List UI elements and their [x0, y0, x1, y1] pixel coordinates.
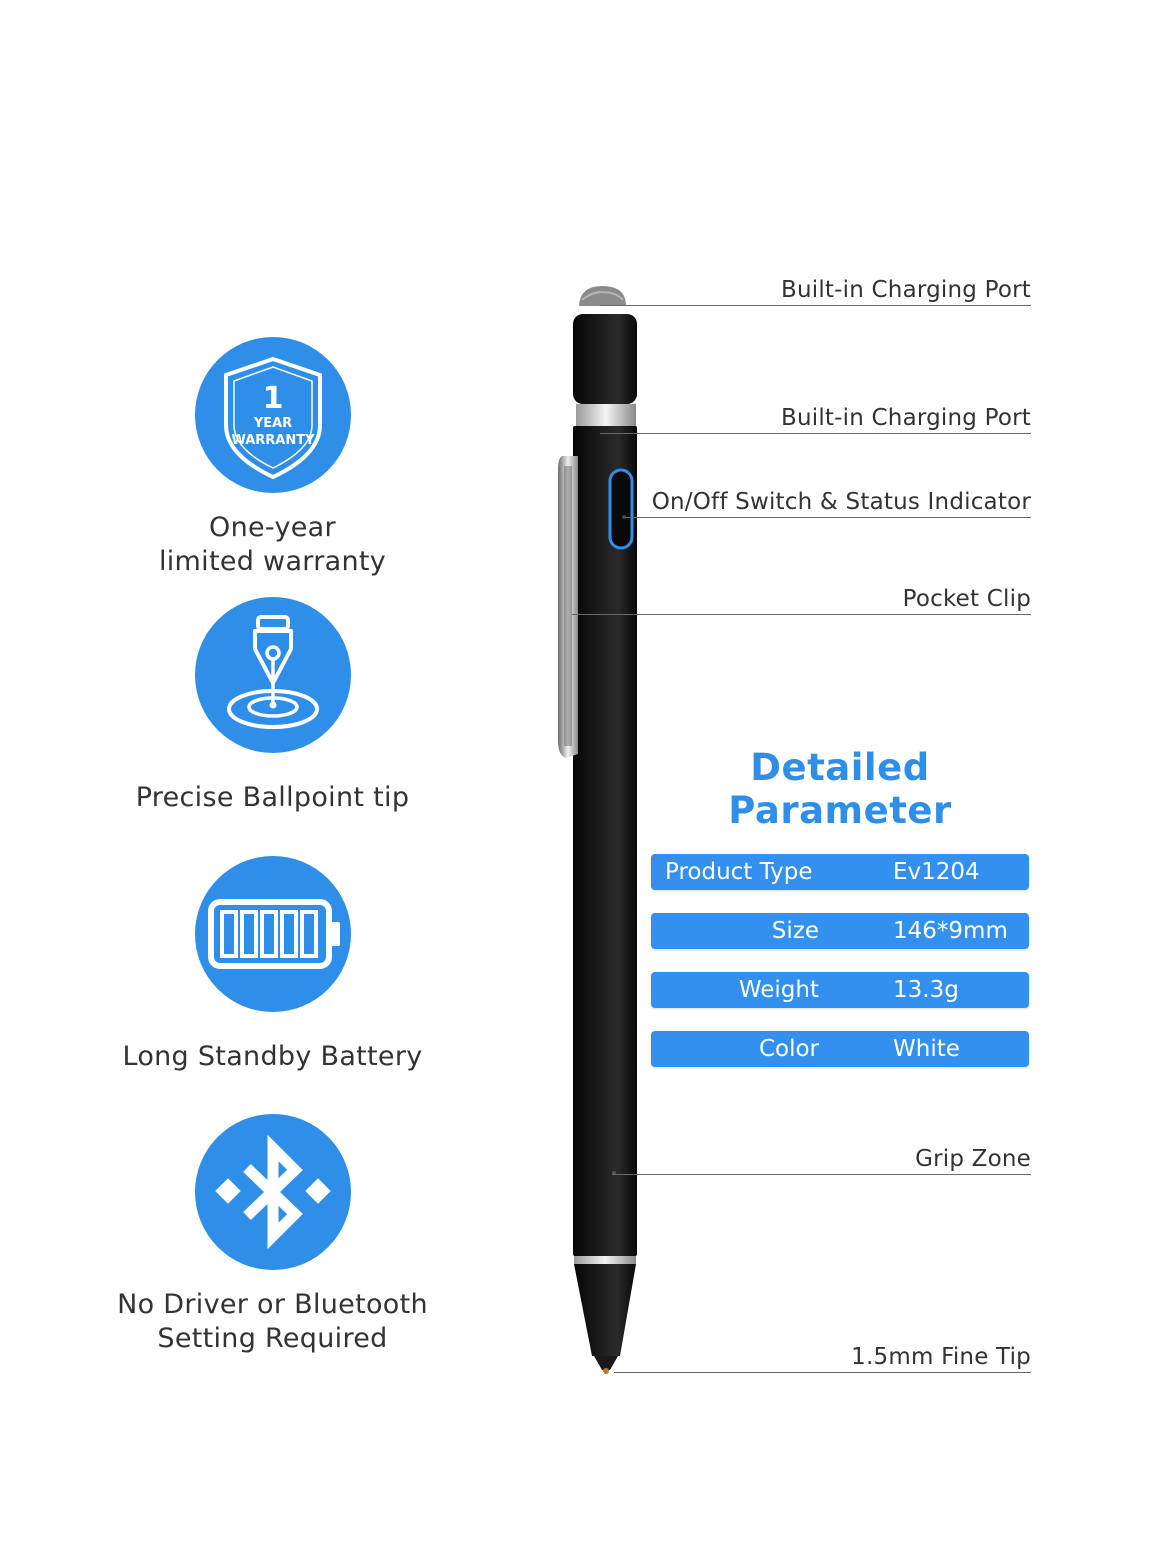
warranty-shield-icon	[195, 337, 351, 493]
callout-fine-tip	[851, 1344, 1031, 1370]
silver-ring	[576, 404, 636, 426]
param-row-product-type	[651, 854, 1029, 890]
feature-label: Precise Ballpoint tip	[135, 782, 410, 813]
param-row-size	[651, 913, 1029, 949]
feature-label: Long Standby Battery	[122, 1041, 423, 1072]
callout-on-off-switch	[652, 489, 1031, 515]
power-switch	[610, 470, 632, 548]
battery-icon	[195, 856, 351, 1012]
param-name: Color	[758, 1036, 819, 1062]
stylus-pen-illustration	[540, 270, 660, 1390]
callout-line	[614, 1372, 1031, 1373]
callout-label: Built-in Charging Port	[781, 277, 1031, 303]
detailed-parameter-panel	[651, 746, 1029, 1090]
feature-battery	[100, 856, 445, 1074]
callout-line	[600, 433, 1031, 434]
bluetooth-icon	[195, 1114, 351, 1270]
feature-bluetooth	[100, 1114, 445, 1356]
callout-label: On/Off Switch & Status Indicator	[651, 489, 1031, 515]
callout-line	[572, 614, 1031, 615]
param-row-color	[651, 1031, 1029, 1067]
callout-label: Grip Zone	[915, 1146, 1031, 1172]
callout-charging-port-top	[781, 277, 1031, 303]
callout-line	[612, 1174, 1031, 1175]
feature-label: One-year limited warranty	[158, 512, 387, 577]
callout-grip-zone	[915, 1146, 1031, 1172]
warranty-number: 1	[262, 381, 283, 416]
param-name: Weight	[738, 977, 819, 1003]
param-name: Product Type	[665, 859, 813, 885]
param-name: Size	[771, 918, 819, 944]
feature-warranty	[100, 337, 445, 579]
pen-nib-icon	[195, 597, 351, 753]
feature-ballpoint	[100, 597, 445, 815]
callout-charging-port	[781, 405, 1031, 431]
param-value: Ev1204	[893, 859, 980, 885]
callout-pocket-clip	[903, 586, 1031, 612]
warranty-year-text: YEAR	[253, 416, 292, 431]
warranty-text: WARRANTY	[230, 433, 315, 448]
callout-label: 1.5mm Fine Tip	[851, 1344, 1031, 1370]
param-value: White	[893, 1036, 960, 1062]
param-value: 146*9mm	[893, 918, 1008, 944]
params-title: Detailed Parameter	[728, 746, 952, 832]
param-value: 13.3g	[893, 977, 959, 1003]
callout-label: Pocket Clip	[902, 586, 1031, 612]
callout-label: Built-in Charging Port	[781, 405, 1031, 431]
callout-line	[625, 517, 1031, 518]
feature-label: No Driver or Bluetooth Setting Required	[117, 1289, 428, 1354]
param-row-weight	[651, 972, 1029, 1008]
callout-line	[600, 305, 1031, 306]
